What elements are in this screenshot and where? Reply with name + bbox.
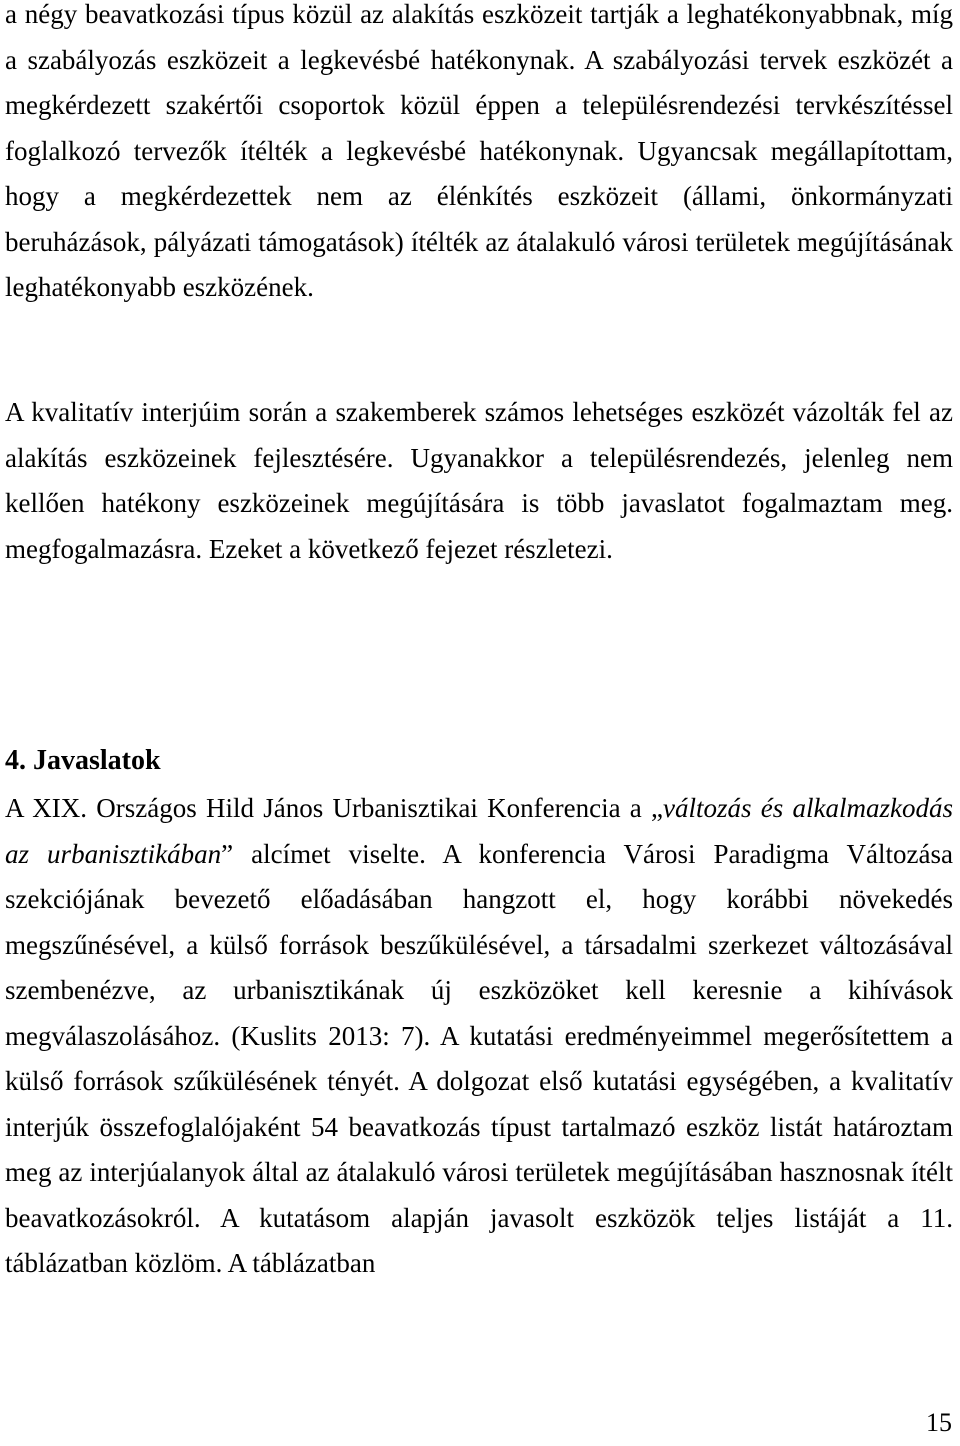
page-number: 15	[926, 1408, 952, 1437]
body-paragraph-3	[5, 786, 953, 1287]
section-heading: 4. Javaslatok	[5, 745, 161, 776]
conference-subtitle-quote: változás és alkalmazkodás az urbanisztikában	[5, 793, 953, 869]
paragraph3-lead: A XIX. Országos Hild János Urbanisztikai Konferencia a „	[5, 793, 664, 823]
body-paragraph-1: a négy beavatkozási típus közül az alakítás eszközeit tartják a leghatékonyabbnak, míg a szabályozás eszközeit a legkevésbé hatékonynak. A szabályozási tervek eszközét a megkérdezett szakértői csoportok közül éppen a településrendezési tervkészítéssel foglalkozó tervezők ítélték a legkevésbé hatékonynak. Ugyancsak megállapítottam, hogy a megkérdezettek nem az élénkítés eszközeit (állami, önkormányzati beruházások, pályázati támogatások) ítélték az átalakuló városi területek megújításának leghatékonyabb eszközének.	[5, 0, 953, 302]
paragraph3-rest: ” alcímet viselte. A konferencia Városi Paradigma Változása szekciójának bevezető előadásában hangzott el, hogy korábbi növekedés megszűnésével, a külső források beszűkülésével, a társadalmi szerkezet változásával szembenézve, az urbanisztikának új eszközöket kell keresnie a kihívások megválaszolásához. (Kuslits 2013: 7). A kutatási eredményeimmel megerősítettem a külső források szűkülésének tényét. A dolgozat első kutatási egységében, a kvalitatív interjúk összefoglalójaként 54 beavatkozás típust tartalmazó eszköz listát határoztam meg az interjúalanyok által az átalakuló városi területek megújításában hasznosnak ítélt beavatkozásokról. A kutatásom alapján javasolt eszközök teljes listáját a 11. táblázatban közlöm. A táblázatban	[5, 838, 953, 1278]
body-paragraph-2: A kvalitatív interjúim során a szakemberek számos lehetséges eszközét vázolták fel az alakítás eszközeinek fejlesztésére. Ugyanakkor a településrendezés, jelenleg nem kellően hatékony eszközeinek megújítására is több javaslatot fogalmaztam meg. megfogalmazásra. Ezeket a következő fejezet részletezi.	[5, 397, 953, 564]
